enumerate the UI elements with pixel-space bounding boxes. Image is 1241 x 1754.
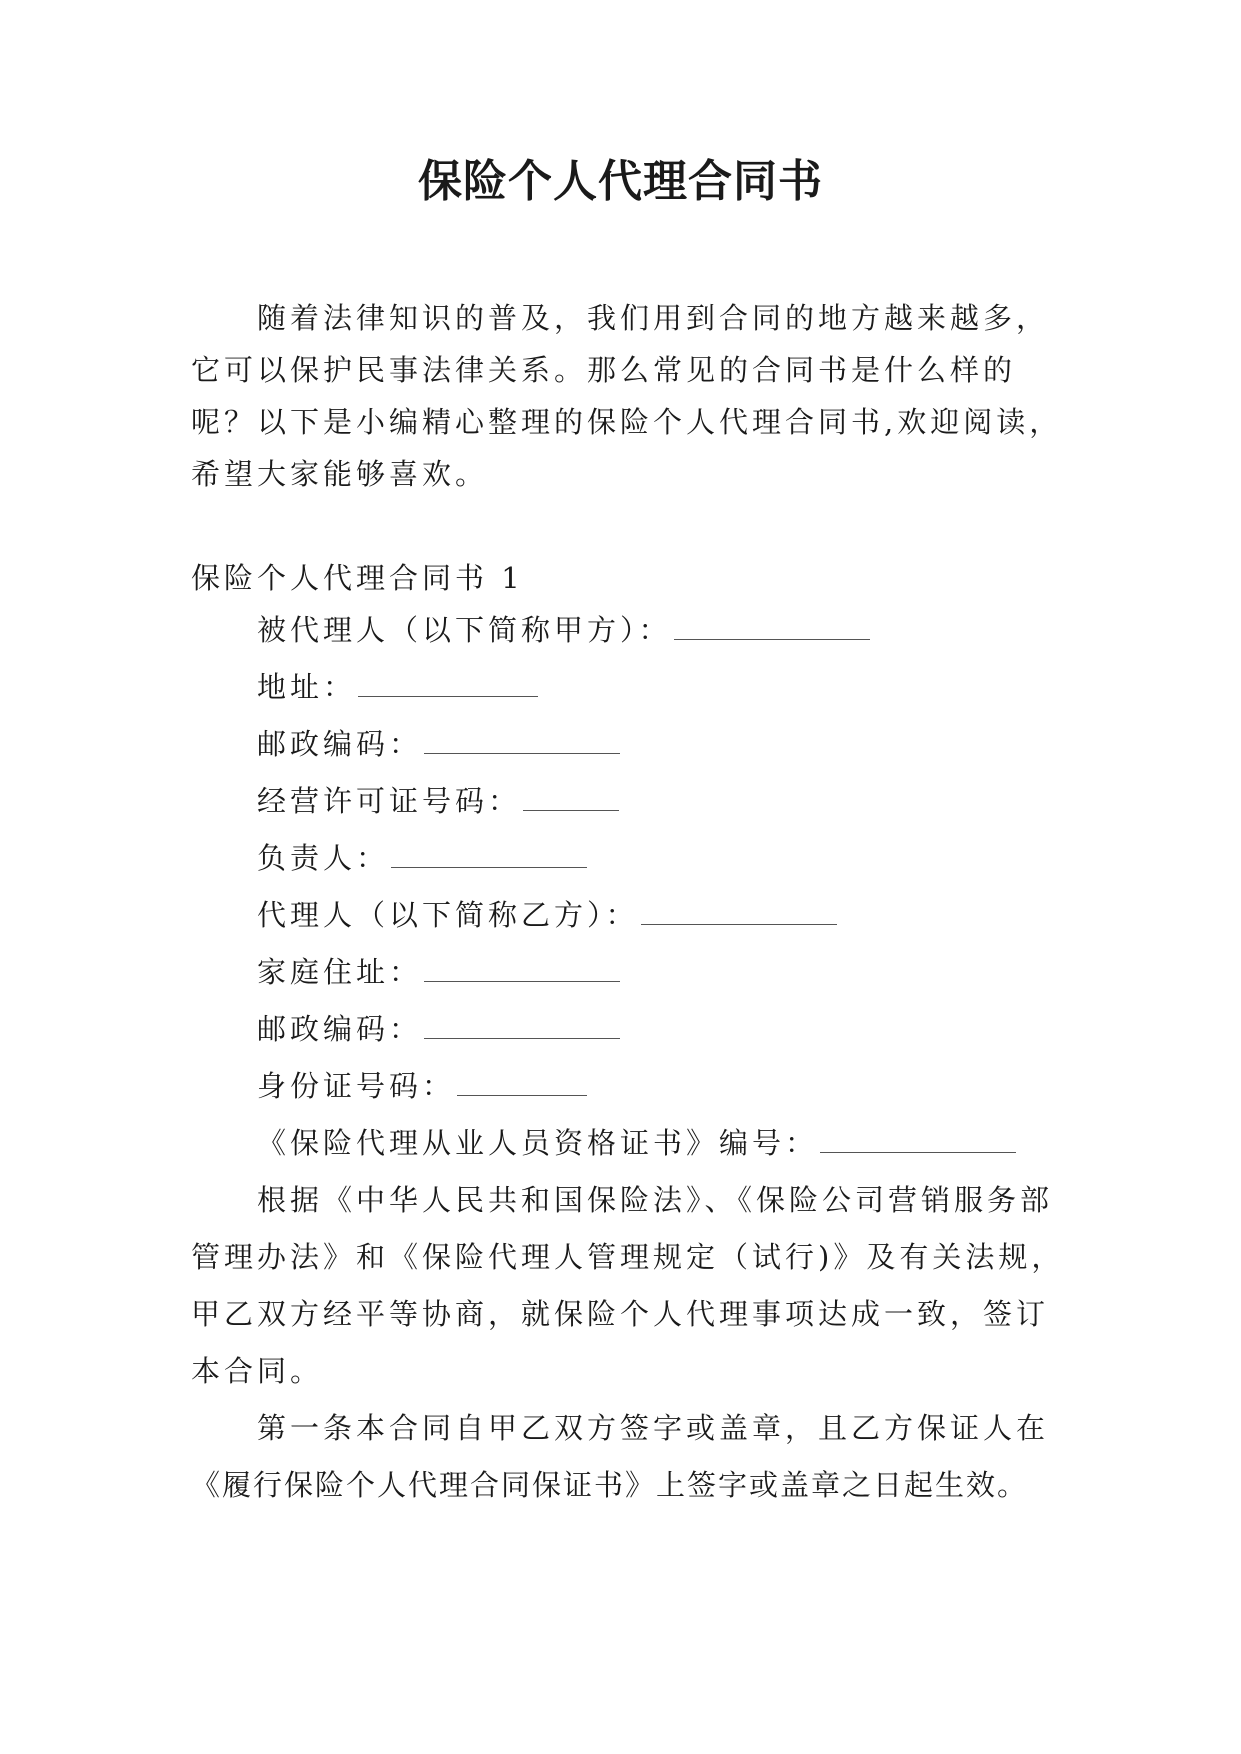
field-label: 负责人： <box>257 841 390 875</box>
fill-blank <box>424 727 620 754</box>
fill-blank <box>820 1126 1016 1153</box>
field-label: 邮政编码： <box>257 1012 423 1046</box>
basis-line-3: 甲乙双方经平等协商，就保险个人代理事项达成一致，签订 <box>191 1297 1050 1331</box>
field-label: 地址： <box>257 670 357 704</box>
fill-blank <box>391 841 587 868</box>
section-heading: 保险个人代理合同书 1 <box>191 561 524 595</box>
field-home-address <box>257 952 620 992</box>
article-one-line-2: 《履行保险个人代理合同保证书》上签字或盖章之日起生效。 <box>191 1468 1029 1502</box>
fill-blank <box>358 670 538 697</box>
field-postcode-2 <box>257 1009 620 1049</box>
field-label: 代理人（以下简称乙方）： <box>257 898 639 932</box>
intro-line-3: 呢？以下是小编精心整理的保险个人代理合同书,欢迎阅读， <box>191 405 1063 439</box>
basis-line-2: 管理办法》和《保险代理人管理规定（试行)》及有关法规， <box>191 1240 1065 1274</box>
field-label: 家庭住址： <box>257 955 423 989</box>
basis-line-4: 本合同。 <box>191 1354 324 1388</box>
field-id-number <box>257 1066 587 1106</box>
field-address <box>257 667 538 707</box>
fill-blank <box>424 955 620 982</box>
article-one-line-1: 第一条本合同自甲乙双方签字或盖章，且乙方保证人在 <box>257 1411 1050 1445</box>
basis-line-1: 根据《中华人民共和国保险法》、《保险公司营销服务部 <box>257 1183 1054 1217</box>
field-label: 邮政编码： <box>257 727 423 761</box>
field-agent <box>257 895 837 935</box>
field-label: 被代理人（以下简称甲方）： <box>257 613 672 647</box>
field-postcode <box>257 724 620 764</box>
fill-blank <box>424 1012 620 1039</box>
document-title: 保险个人代理合同书 <box>418 156 823 207</box>
field-person-in-charge <box>257 838 587 878</box>
field-principal <box>257 610 870 650</box>
fill-blank <box>674 613 870 640</box>
field-certificate-number <box>257 1123 1016 1163</box>
intro-line-4: 希望大家能够喜欢。 <box>191 457 489 491</box>
field-license-number <box>257 781 619 821</box>
fill-blank <box>641 898 837 925</box>
field-label: 《保险代理从业人员资格证书》编号： <box>257 1126 819 1160</box>
fill-blank <box>457 1069 587 1096</box>
field-label: 经营许可证号码： <box>257 784 522 818</box>
intro-line-1: 随着法律知识的普及，我们用到合同的地方越来越多， <box>257 301 1050 335</box>
fill-blank <box>523 784 619 811</box>
field-label: 身份证号码： <box>257 1069 456 1103</box>
intro-line-2: 它可以保护民事法律关系。那么常见的合同书是什么样的 <box>191 353 1017 387</box>
